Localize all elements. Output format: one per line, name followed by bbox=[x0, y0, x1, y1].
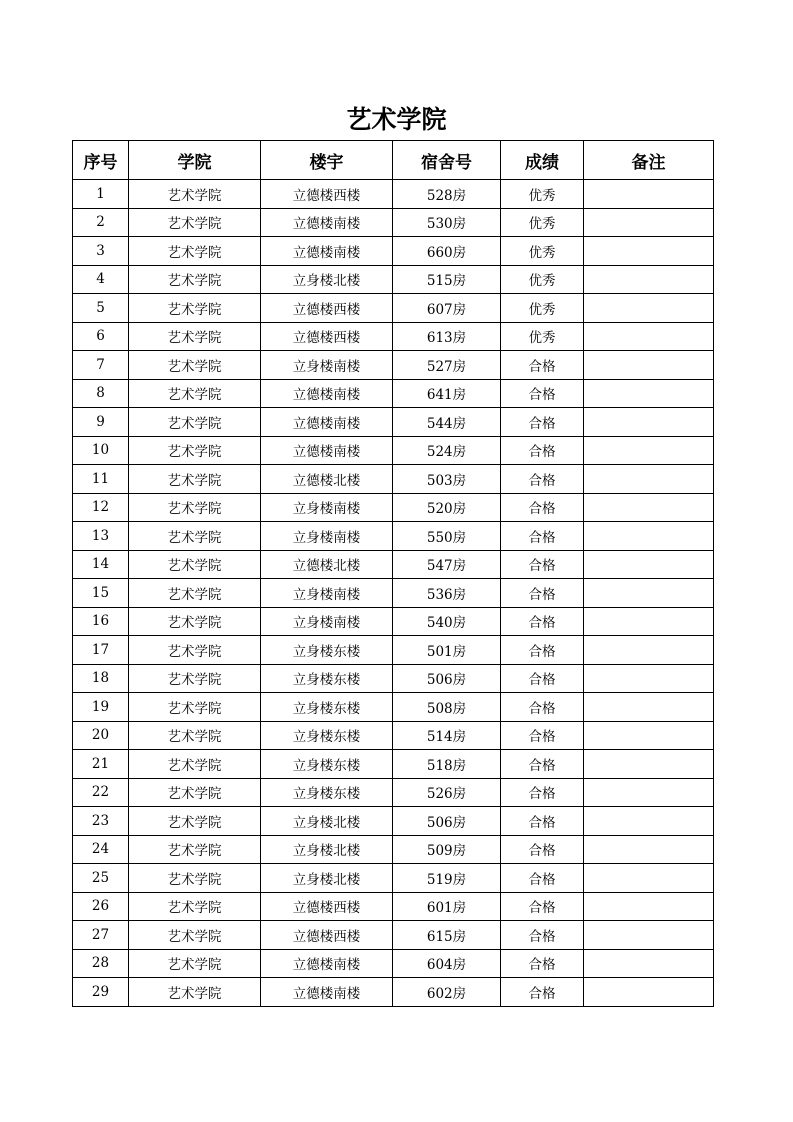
cell-room: 508房 bbox=[393, 693, 501, 722]
cell-number: 12 bbox=[73, 493, 129, 522]
table-row bbox=[73, 750, 714, 779]
cell-note bbox=[584, 265, 714, 294]
cell-room: 547房 bbox=[393, 550, 501, 579]
cell-room: 607房 bbox=[393, 294, 501, 323]
cell-grade: 优秀 bbox=[501, 180, 584, 209]
cell-number: 15 bbox=[73, 579, 129, 608]
cell-number: 17 bbox=[73, 636, 129, 665]
cell-room: 530房 bbox=[393, 208, 501, 237]
cell-note bbox=[584, 835, 714, 864]
cell-room: 515房 bbox=[393, 265, 501, 294]
cell-number: 9 bbox=[73, 408, 129, 437]
cell-room: 528房 bbox=[393, 180, 501, 209]
table-row bbox=[73, 522, 714, 551]
cell-building: 立身楼北楼 bbox=[261, 807, 393, 836]
cell-grade: 合格 bbox=[501, 864, 584, 893]
cell-building: 立身楼南楼 bbox=[261, 493, 393, 522]
cell-note bbox=[584, 607, 714, 636]
cell-building: 立身楼北楼 bbox=[261, 864, 393, 893]
cell-number: 21 bbox=[73, 750, 129, 779]
cell-room: 518房 bbox=[393, 750, 501, 779]
cell-college: 艺术学院 bbox=[129, 522, 261, 551]
cell-note bbox=[584, 180, 714, 209]
cell-grade: 优秀 bbox=[501, 237, 584, 266]
cell-room: 604房 bbox=[393, 949, 501, 978]
cell-number: 2 bbox=[73, 208, 129, 237]
cell-number: 3 bbox=[73, 237, 129, 266]
cell-grade: 合格 bbox=[501, 978, 584, 1007]
cell-college: 艺术学院 bbox=[129, 579, 261, 608]
cell-grade: 合格 bbox=[501, 921, 584, 950]
cell-number: 13 bbox=[73, 522, 129, 551]
table-row bbox=[73, 550, 714, 579]
table-row bbox=[73, 322, 714, 351]
table-row bbox=[73, 721, 714, 750]
table-row bbox=[73, 493, 714, 522]
cell-grade: 合格 bbox=[501, 721, 584, 750]
cell-number: 25 bbox=[73, 864, 129, 893]
cell-building: 立德楼西楼 bbox=[261, 921, 393, 950]
cell-building: 立身楼东楼 bbox=[261, 636, 393, 665]
column-header-note: 备注 bbox=[584, 141, 714, 180]
table-row bbox=[73, 921, 714, 950]
cell-grade: 合格 bbox=[501, 750, 584, 779]
dormitory-grade-table bbox=[72, 140, 714, 1007]
cell-building: 立德楼南楼 bbox=[261, 978, 393, 1007]
table-row bbox=[73, 294, 714, 323]
cell-grade: 优秀 bbox=[501, 265, 584, 294]
cell-college: 艺术学院 bbox=[129, 493, 261, 522]
cell-college: 艺术学院 bbox=[129, 351, 261, 380]
cell-number: 28 bbox=[73, 949, 129, 978]
table-row bbox=[73, 864, 714, 893]
cell-note bbox=[584, 493, 714, 522]
table-body bbox=[73, 180, 714, 1007]
cell-grade: 优秀 bbox=[501, 208, 584, 237]
cell-number: 16 bbox=[73, 607, 129, 636]
cell-college: 艺术学院 bbox=[129, 322, 261, 351]
cell-number: 6 bbox=[73, 322, 129, 351]
cell-room: 641房 bbox=[393, 379, 501, 408]
cell-room: 602房 bbox=[393, 978, 501, 1007]
cell-number: 8 bbox=[73, 379, 129, 408]
cell-college: 艺术学院 bbox=[129, 550, 261, 579]
cell-grade: 合格 bbox=[501, 493, 584, 522]
cell-building: 立德楼南楼 bbox=[261, 949, 393, 978]
cell-building: 立德楼南楼 bbox=[261, 208, 393, 237]
cell-note bbox=[584, 465, 714, 494]
cell-room: 544房 bbox=[393, 408, 501, 437]
cell-college: 艺术学院 bbox=[129, 379, 261, 408]
cell-grade: 合格 bbox=[501, 636, 584, 665]
cell-number: 24 bbox=[73, 835, 129, 864]
cell-note bbox=[584, 664, 714, 693]
cell-college: 艺术学院 bbox=[129, 778, 261, 807]
cell-grade: 合格 bbox=[501, 607, 584, 636]
cell-grade: 合格 bbox=[501, 892, 584, 921]
cell-grade: 合格 bbox=[501, 465, 584, 494]
cell-note bbox=[584, 693, 714, 722]
cell-note bbox=[584, 208, 714, 237]
cell-room: 519房 bbox=[393, 864, 501, 893]
cell-number: 18 bbox=[73, 664, 129, 693]
cell-grade: 合格 bbox=[501, 579, 584, 608]
table-row bbox=[73, 379, 714, 408]
cell-number: 11 bbox=[73, 465, 129, 494]
cell-number: 22 bbox=[73, 778, 129, 807]
table-row bbox=[73, 265, 714, 294]
cell-building: 立德楼南楼 bbox=[261, 237, 393, 266]
cell-room: 660房 bbox=[393, 237, 501, 266]
cell-note bbox=[584, 294, 714, 323]
cell-building: 立身楼东楼 bbox=[261, 693, 393, 722]
table-row bbox=[73, 807, 714, 836]
cell-note bbox=[584, 807, 714, 836]
cell-number: 5 bbox=[73, 294, 129, 323]
table-row bbox=[73, 180, 714, 209]
cell-note bbox=[584, 579, 714, 608]
cell-number: 10 bbox=[73, 436, 129, 465]
cell-note bbox=[584, 978, 714, 1007]
cell-note bbox=[584, 436, 714, 465]
cell-note bbox=[584, 237, 714, 266]
cell-college: 艺术学院 bbox=[129, 949, 261, 978]
table-row bbox=[73, 579, 714, 608]
cell-building: 立身楼东楼 bbox=[261, 721, 393, 750]
cell-building: 立德楼南楼 bbox=[261, 436, 393, 465]
cell-college: 艺术学院 bbox=[129, 636, 261, 665]
cell-building: 立身楼南楼 bbox=[261, 579, 393, 608]
cell-college: 艺术学院 bbox=[129, 294, 261, 323]
cell-number: 14 bbox=[73, 550, 129, 579]
cell-grade: 合格 bbox=[501, 379, 584, 408]
cell-college: 艺术学院 bbox=[129, 978, 261, 1007]
cell-building: 立德楼北楼 bbox=[261, 550, 393, 579]
cell-room: 613房 bbox=[393, 322, 501, 351]
cell-building: 立身楼东楼 bbox=[261, 778, 393, 807]
cell-college: 艺术学院 bbox=[129, 835, 261, 864]
cell-college: 艺术学院 bbox=[129, 408, 261, 437]
cell-building: 立身楼东楼 bbox=[261, 664, 393, 693]
cell-building: 立德楼西楼 bbox=[261, 180, 393, 209]
cell-grade: 优秀 bbox=[501, 322, 584, 351]
table-row bbox=[73, 351, 714, 380]
cell-college: 艺术学院 bbox=[129, 864, 261, 893]
cell-building: 立身楼南楼 bbox=[261, 607, 393, 636]
cell-grade: 合格 bbox=[501, 408, 584, 437]
cell-note bbox=[584, 550, 714, 579]
table-row bbox=[73, 607, 714, 636]
cell-room: 536房 bbox=[393, 579, 501, 608]
cell-grade: 合格 bbox=[501, 664, 584, 693]
table-row bbox=[73, 408, 714, 437]
cell-building: 立德楼南楼 bbox=[261, 408, 393, 437]
cell-note bbox=[584, 864, 714, 893]
cell-number: 20 bbox=[73, 721, 129, 750]
cell-grade: 合格 bbox=[501, 522, 584, 551]
table-row bbox=[73, 949, 714, 978]
table-row bbox=[73, 237, 714, 266]
cell-grade: 合格 bbox=[501, 807, 584, 836]
cell-number: 7 bbox=[73, 351, 129, 380]
cell-number: 1 bbox=[73, 180, 129, 209]
cell-college: 艺术学院 bbox=[129, 750, 261, 779]
cell-grade: 合格 bbox=[501, 436, 584, 465]
cell-number: 27 bbox=[73, 921, 129, 950]
cell-note bbox=[584, 322, 714, 351]
cell-room: 615房 bbox=[393, 921, 501, 950]
cell-grade: 合格 bbox=[501, 550, 584, 579]
cell-room: 506房 bbox=[393, 807, 501, 836]
cell-building: 立德楼西楼 bbox=[261, 322, 393, 351]
cell-college: 艺术学院 bbox=[129, 208, 261, 237]
cell-note bbox=[584, 921, 714, 950]
cell-grade: 合格 bbox=[501, 351, 584, 380]
cell-building: 立德楼北楼 bbox=[261, 465, 393, 494]
cell-number: 19 bbox=[73, 693, 129, 722]
column-header-room: 宿舍号 bbox=[393, 141, 501, 180]
cell-college: 艺术学院 bbox=[129, 465, 261, 494]
cell-note bbox=[584, 636, 714, 665]
column-header-college: 学院 bbox=[129, 141, 261, 180]
cell-room: 527房 bbox=[393, 351, 501, 380]
cell-grade: 合格 bbox=[501, 835, 584, 864]
cell-room: 520房 bbox=[393, 493, 501, 522]
cell-college: 艺术学院 bbox=[129, 436, 261, 465]
cell-college: 艺术学院 bbox=[129, 265, 261, 294]
cell-room: 506房 bbox=[393, 664, 501, 693]
table-row bbox=[73, 664, 714, 693]
cell-number: 29 bbox=[73, 978, 129, 1007]
cell-grade: 合格 bbox=[501, 693, 584, 722]
cell-college: 艺术学院 bbox=[129, 721, 261, 750]
cell-note bbox=[584, 750, 714, 779]
cell-college: 艺术学院 bbox=[129, 664, 261, 693]
cell-room: 514房 bbox=[393, 721, 501, 750]
cell-building: 立身楼北楼 bbox=[261, 835, 393, 864]
column-header-number: 序号 bbox=[73, 141, 129, 180]
cell-note bbox=[584, 522, 714, 551]
cell-room: 601房 bbox=[393, 892, 501, 921]
cell-college: 艺术学院 bbox=[129, 693, 261, 722]
table-row bbox=[73, 892, 714, 921]
table-row bbox=[73, 778, 714, 807]
table-row bbox=[73, 693, 714, 722]
page-title: 艺术学院 bbox=[346, 105, 447, 134]
cell-room: 509房 bbox=[393, 835, 501, 864]
cell-note bbox=[584, 778, 714, 807]
cell-building: 立德楼西楼 bbox=[261, 294, 393, 323]
cell-room: 503房 bbox=[393, 465, 501, 494]
cell-number: 4 bbox=[73, 265, 129, 294]
cell-college: 艺术学院 bbox=[129, 180, 261, 209]
cell-college: 艺术学院 bbox=[129, 607, 261, 636]
column-header-grade: 成绩 bbox=[501, 141, 584, 180]
cell-room: 550房 bbox=[393, 522, 501, 551]
cell-room: 526房 bbox=[393, 778, 501, 807]
cell-note bbox=[584, 379, 714, 408]
cell-number: 23 bbox=[73, 807, 129, 836]
cell-building: 立身楼北楼 bbox=[261, 265, 393, 294]
cell-building: 立德楼南楼 bbox=[261, 379, 393, 408]
cell-number: 26 bbox=[73, 892, 129, 921]
cell-room: 501房 bbox=[393, 636, 501, 665]
cell-note bbox=[584, 351, 714, 380]
table-row bbox=[73, 636, 714, 665]
cell-grade: 合格 bbox=[501, 778, 584, 807]
cell-note bbox=[584, 721, 714, 750]
cell-grade: 合格 bbox=[501, 949, 584, 978]
cell-note bbox=[584, 949, 714, 978]
cell-college: 艺术学院 bbox=[129, 237, 261, 266]
cell-college: 艺术学院 bbox=[129, 892, 261, 921]
cell-room: 540房 bbox=[393, 607, 501, 636]
cell-note bbox=[584, 892, 714, 921]
cell-note bbox=[584, 408, 714, 437]
table-header-row bbox=[73, 141, 714, 180]
table-row bbox=[73, 978, 714, 1007]
cell-college: 艺术学院 bbox=[129, 921, 261, 950]
table-row bbox=[73, 208, 714, 237]
cell-building: 立身楼南楼 bbox=[261, 522, 393, 551]
cell-college: 艺术学院 bbox=[129, 807, 261, 836]
table-row bbox=[73, 835, 714, 864]
table-row bbox=[73, 465, 714, 494]
cell-room: 524房 bbox=[393, 436, 501, 465]
cell-building: 立德楼西楼 bbox=[261, 892, 393, 921]
table-row bbox=[73, 436, 714, 465]
cell-building: 立身楼东楼 bbox=[261, 750, 393, 779]
cell-grade: 优秀 bbox=[501, 294, 584, 323]
cell-building: 立身楼南楼 bbox=[261, 351, 393, 380]
column-header-building: 楼宇 bbox=[261, 141, 393, 180]
